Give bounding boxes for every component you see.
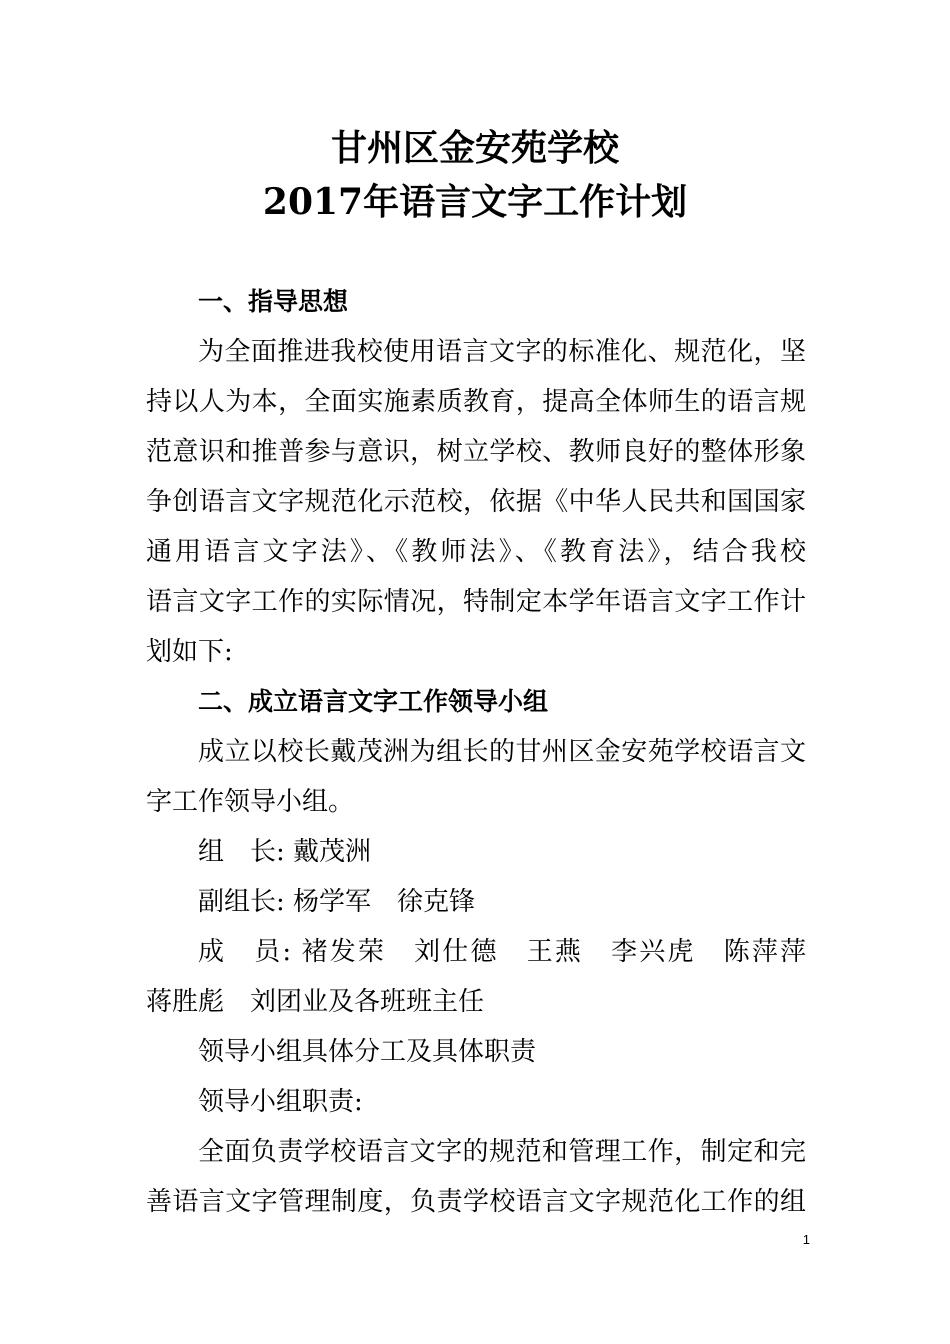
section2-line: 成立以校长戴茂洲为组长的甘州区金安苑学校语言文 [198, 737, 806, 767]
document-title-line1: 甘州区金安苑学校 [330, 127, 619, 169]
section1-line: 持以人为本，全面实施素质教育，提高全体师生的语言规 [146, 387, 806, 417]
leader-line: 组 长: 戴茂洲 [198, 837, 372, 867]
deputy-line: 副组长: 杨学军 徐克锋 [198, 887, 476, 917]
page-number: 1 [802, 1232, 810, 1247]
section1-line: 范意识和推普参与意识，树立学校、教师良好的整体形象 [146, 437, 806, 467]
section2-line: 字工作领导小组。 [146, 787, 355, 817]
section1-line: 为全面推进我校使用语言文字的标准化、规范化，坚 [198, 337, 806, 367]
section1-line: 通用语言文字法》、《教师法》、《教育法》，结合我校 [146, 537, 806, 567]
members-line-continued: 蒋胜彪 刘团业及各班班主任 [146, 987, 485, 1017]
section1-line: 语言文字工作的实际情况，特制定本学年语言文字工作计 [146, 587, 806, 617]
section2-heading: 二、成立语言文字工作领导小组 [198, 687, 549, 716]
duty-heading: 领导小组职责: [198, 1087, 363, 1117]
division-line: 领导小组具体分工及具体职责 [198, 1037, 537, 1067]
section1-line: 争创语言文字规范化示范校，依据《中华人民共和国国家 [146, 487, 806, 517]
section1-heading: 一、指导思想 [198, 287, 349, 316]
duty-line: 全面负责学校语言文字的规范和管理工作，制定和完 [198, 1137, 806, 1167]
document-title-line2: 2017年语言文字工作计划 [262, 181, 688, 223]
section1-line: 划如下: [146, 637, 233, 667]
members-line: 成 员: 褚发荣 刘仕德 王燕 李兴虎 陈萍萍 [198, 937, 806, 967]
duty-line: 善语言文字管理制度，负责学校语言文字规范化工作的组 [146, 1187, 806, 1217]
